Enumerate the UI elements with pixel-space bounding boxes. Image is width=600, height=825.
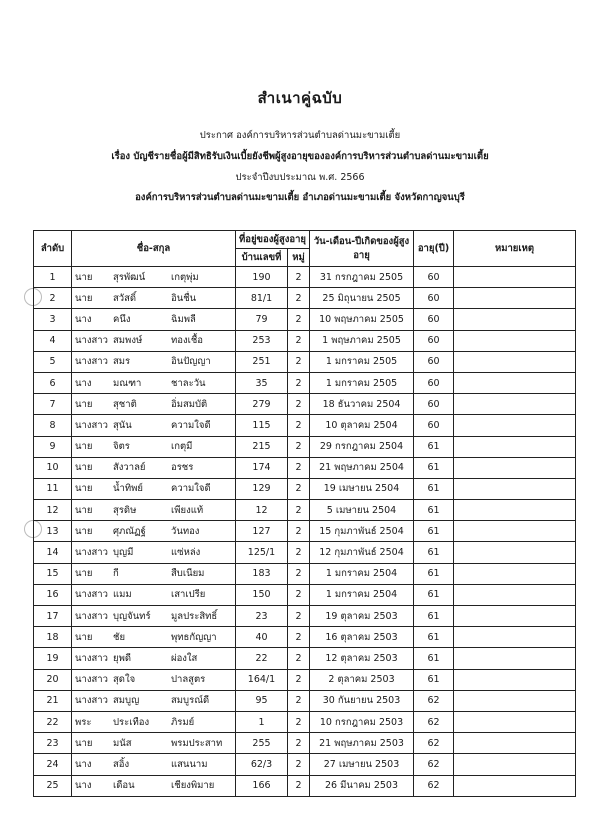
table-row	[34, 372, 576, 393]
row-number: 12	[34, 500, 72, 521]
age-value: 61	[414, 669, 454, 690]
name-title: นาย	[75, 462, 93, 474]
first-name: เดือน	[113, 780, 135, 792]
first-name: สอิ้ง	[113, 758, 130, 770]
table-row	[34, 627, 576, 648]
last-name: แซ่หล่ง	[171, 547, 201, 559]
row-number: 21	[34, 690, 72, 711]
person-name	[72, 415, 236, 436]
village-number: 2	[288, 394, 310, 415]
name-title: นาย	[75, 441, 93, 453]
table-row	[34, 457, 576, 478]
remark-cell	[454, 267, 576, 288]
age-value: 60	[414, 309, 454, 330]
birth-date: 21 พฤษภาคม 2503	[310, 733, 414, 754]
last-name: พุทธกัญญา	[171, 631, 217, 643]
name-title: นาง	[75, 780, 92, 792]
village-number: 2	[288, 500, 310, 521]
row-number: 3	[34, 309, 72, 330]
age-value: 61	[414, 457, 454, 478]
remark-cell	[454, 563, 576, 584]
village-number: 2	[288, 267, 310, 288]
col-header-remark: หมายเหตุ	[454, 231, 576, 267]
person-name	[72, 669, 236, 690]
row-number: 11	[34, 478, 72, 499]
person-name	[72, 330, 236, 351]
table-row	[34, 733, 576, 754]
person-name	[72, 775, 236, 796]
first-name: คนึง	[113, 313, 131, 325]
remark-cell	[454, 351, 576, 372]
table-row	[34, 394, 576, 415]
birth-date: 18 ธันวาคม 2504	[310, 394, 414, 415]
person-name	[72, 542, 236, 563]
birth-date: 12 กุมภาพันธ์ 2504	[310, 542, 414, 563]
first-name: สมร	[113, 356, 131, 368]
name-title: นาย	[75, 483, 93, 495]
last-name: ความใจดี	[171, 419, 211, 431]
birth-date: 12 ตุลาคม 2503	[310, 648, 414, 669]
first-name: ชัย	[113, 631, 126, 643]
last-name: อินชื่น	[171, 292, 197, 304]
person-name	[72, 267, 236, 288]
row-number: 25	[34, 775, 72, 796]
first-name: จิตร	[113, 441, 130, 453]
remark-cell	[454, 690, 576, 711]
last-name: ความใจดี	[171, 483, 211, 495]
person-name	[72, 372, 236, 393]
birth-date: 10 ตุลาคม 2504	[310, 415, 414, 436]
house-number: 166	[236, 775, 288, 796]
village-number: 2	[288, 669, 310, 690]
last-name: เกตุพุ่ม	[171, 271, 199, 283]
house-number: 279	[236, 394, 288, 415]
row-number: 10	[34, 457, 72, 478]
age-value: 62	[414, 711, 454, 732]
remark-cell	[454, 775, 576, 796]
row-number: 9	[34, 436, 72, 457]
row-number: 23	[34, 733, 72, 754]
row-number: 17	[34, 606, 72, 627]
age-value: 62	[414, 775, 454, 796]
birth-date: 10 พฤษภาคม 2505	[310, 309, 414, 330]
birth-date: 1 มกราคม 2504	[310, 563, 414, 584]
person-name	[72, 288, 236, 309]
last-name: เชียงพิมาย	[171, 780, 215, 792]
first-name: แมม	[113, 589, 132, 601]
first-name: สวัสดิ์	[113, 292, 137, 304]
person-name	[72, 436, 236, 457]
table-row	[34, 775, 576, 796]
person-name	[72, 584, 236, 605]
birth-date: 16 ตุลาคม 2503	[310, 627, 414, 648]
person-name	[72, 648, 236, 669]
birth-date: 2 ตุลาคม 2503	[310, 669, 414, 690]
house-number: 253	[236, 330, 288, 351]
remark-cell	[454, 733, 576, 754]
house-number: 40	[236, 627, 288, 648]
row-number: 24	[34, 754, 72, 775]
name-title: นาย	[75, 568, 93, 580]
table-row	[34, 669, 576, 690]
name-title: นาง	[75, 758, 92, 770]
name-title: นางสาว	[75, 674, 108, 686]
organization-line: องค์การบริหารส่วนตำบลด่านมะขามเตี้ย อำเภอด่านมะขามเตี้ย จังหวัดกาญจนบุรี	[135, 192, 465, 203]
table-row	[34, 648, 576, 669]
person-name	[72, 521, 236, 542]
person-name	[72, 500, 236, 521]
house-number: 81/1	[236, 288, 288, 309]
row-number: 2	[34, 288, 72, 309]
person-name	[72, 457, 236, 478]
last-name: วันทอง	[171, 525, 200, 537]
birth-date: 1 มกราคม 2504	[310, 584, 414, 605]
row-number: 22	[34, 711, 72, 732]
house-number: 127	[236, 521, 288, 542]
age-value: 61	[414, 542, 454, 563]
house-number: 255	[236, 733, 288, 754]
subject-line: เรื่อง บัญชีรายชื่อผู้มีสิทธิรับเงินเบี้ยยังชีพผู้สูงอายุขององค์การบริหารส่วนตำบลด่านมะขามเตี้ย	[111, 151, 489, 162]
age-value: 62	[414, 690, 454, 711]
first-name: สุดใจ	[113, 674, 136, 686]
house-number: 129	[236, 478, 288, 499]
first-name: สุนัน	[113, 419, 132, 431]
name-title: นาย	[75, 292, 93, 304]
row-number: 16	[34, 584, 72, 605]
house-number: 215	[236, 436, 288, 457]
name-title: นาง	[75, 313, 92, 325]
birth-date: 1 มกราคม 2505	[310, 351, 414, 372]
age-value: 60	[414, 267, 454, 288]
remark-cell	[454, 542, 576, 563]
age-value: 61	[414, 563, 454, 584]
remark-cell	[454, 584, 576, 605]
person-name	[72, 711, 236, 732]
first-name: บุญจันทร์	[113, 610, 151, 622]
col-header-dob: วัน-เดือน-ปีเกิดของผู้สูงอายุ	[310, 231, 414, 267]
birth-date: 21 พฤษภาคม 2504	[310, 457, 414, 478]
first-name: สุชาติ	[113, 398, 137, 410]
first-name: สังวาลย์	[113, 462, 146, 474]
row-number: 4	[34, 330, 72, 351]
col-header-no: ลำดับ	[34, 231, 72, 267]
name-title: นางสาว	[75, 419, 108, 431]
name-title: นาย	[75, 504, 93, 516]
name-title: นาง	[75, 377, 92, 389]
first-name: สุรพัฒน์	[113, 271, 146, 283]
village-number: 2	[288, 563, 310, 584]
village-number: 2	[288, 521, 310, 542]
house-number: 125/1	[236, 542, 288, 563]
row-number: 15	[34, 563, 72, 584]
village-number: 2	[288, 606, 310, 627]
name-title: พระ	[75, 716, 92, 728]
age-value: 61	[414, 500, 454, 521]
last-name: ปาลสูตร	[171, 674, 206, 686]
age-value: 62	[414, 754, 454, 775]
person-name	[72, 690, 236, 711]
age-value: 60	[414, 372, 454, 393]
person-name	[72, 351, 236, 372]
remark-cell	[454, 521, 576, 542]
first-name: ยุพดี	[113, 652, 131, 664]
last-name: ฉิมพลี	[171, 313, 196, 325]
last-name: สมบูรณ์ดี	[171, 695, 210, 707]
last-name: อิ่มสมบัติ	[171, 398, 208, 410]
table-row	[34, 330, 576, 351]
remark-cell	[454, 754, 576, 775]
person-name	[72, 754, 236, 775]
col-header-house-no: บ้านเลขที่	[236, 249, 288, 267]
row-number: 19	[34, 648, 72, 669]
village-number: 2	[288, 415, 310, 436]
first-name: บุญมี	[113, 547, 134, 559]
row-number: 5	[34, 351, 72, 372]
table-row	[34, 478, 576, 499]
person-name	[72, 478, 236, 499]
house-number: 150	[236, 584, 288, 605]
row-number: 7	[34, 394, 72, 415]
age-value: 62	[414, 733, 454, 754]
village-number: 2	[288, 711, 310, 732]
name-title: นางสาว	[75, 589, 108, 601]
remark-cell	[454, 500, 576, 521]
person-name	[72, 606, 236, 627]
birth-date: 19 เมษายน 2504	[310, 478, 414, 499]
age-value: 61	[414, 606, 454, 627]
village-number: 2	[288, 648, 310, 669]
remark-cell	[454, 457, 576, 478]
remark-cell	[454, 330, 576, 351]
name-title: นางสาว	[75, 356, 108, 368]
last-name: แสนนาม	[171, 758, 208, 770]
row-number: 8	[34, 415, 72, 436]
person-name	[72, 309, 236, 330]
birth-date: 19 ตุลาคม 2503	[310, 606, 414, 627]
house-number: 190	[236, 267, 288, 288]
person-name	[72, 733, 236, 754]
first-name: ประเทือง	[113, 716, 150, 728]
village-number: 2	[288, 542, 310, 563]
last-name: อรชร	[171, 462, 194, 474]
row-number: 6	[34, 372, 72, 393]
age-value: 61	[414, 648, 454, 669]
col-header-name: ชื่อ-สกุล	[72, 231, 236, 267]
remark-cell	[454, 436, 576, 457]
remark-cell	[454, 394, 576, 415]
name-title: นาย	[75, 271, 93, 283]
village-number: 2	[288, 457, 310, 478]
row-number: 14	[34, 542, 72, 563]
fiscal-year-line: ประจำปีงบประมาณ พ.ศ. 2566	[235, 172, 365, 183]
last-name: เสาเปรีย	[171, 589, 206, 601]
birth-date: 27 เมษายน 2503	[310, 754, 414, 775]
house-number: 183	[236, 563, 288, 584]
birth-date: 5 เมษายน 2504	[310, 500, 414, 521]
name-title: นาย	[75, 525, 93, 537]
birth-date: 31 กรกฎาคม 2505	[310, 267, 414, 288]
age-value: 61	[414, 584, 454, 605]
birth-date: 1 พฤษภาคม 2505	[310, 330, 414, 351]
last-name: ภิรมย์	[171, 716, 195, 728]
village-number: 2	[288, 690, 310, 711]
last-name: ผ่องใส	[171, 652, 198, 664]
village-number: 2	[288, 351, 310, 372]
birth-date: 10 กรกฎาคม 2503	[310, 711, 414, 732]
last-name: มูลประสิทธิ์	[171, 610, 218, 622]
village-number: 2	[288, 754, 310, 775]
first-name: สุรดิษ	[113, 504, 137, 516]
row-number: 13	[34, 521, 72, 542]
remark-cell	[454, 711, 576, 732]
table-row	[34, 521, 576, 542]
table-row	[34, 606, 576, 627]
announcement-line: ประกาศ องค์การบริหารส่วนตำบลด่านมะขามเตี้ย	[199, 130, 401, 141]
first-name: สมพงษ์	[113, 335, 143, 347]
age-value: 60	[414, 394, 454, 415]
remark-cell	[454, 669, 576, 690]
last-name: สืบเนียม	[171, 568, 205, 580]
village-number: 2	[288, 775, 310, 796]
village-number: 2	[288, 478, 310, 499]
birth-date: 15 กุมภาพันธ์ 2504	[310, 521, 414, 542]
table-row	[34, 690, 576, 711]
table-row	[34, 415, 576, 436]
house-number: 35	[236, 372, 288, 393]
table-row	[34, 500, 576, 521]
house-number: 79	[236, 309, 288, 330]
house-number: 95	[236, 690, 288, 711]
remark-cell	[454, 309, 576, 330]
village-number: 2	[288, 330, 310, 351]
remark-cell	[454, 288, 576, 309]
name-title: นางสาว	[75, 652, 108, 664]
table-row	[34, 563, 576, 584]
row-number: 20	[34, 669, 72, 690]
first-name: มณฑา	[113, 377, 142, 389]
table-row	[34, 542, 576, 563]
col-header-village: หมู่	[288, 249, 310, 267]
person-name	[72, 563, 236, 584]
last-name: พรมประสาท	[171, 737, 223, 749]
name-title: นาย	[75, 398, 93, 410]
last-name: ชาละวัน	[171, 377, 206, 389]
person-name	[72, 394, 236, 415]
first-name: กี	[113, 568, 119, 580]
copy-stamp: สำเนาคู่ฉบับ	[257, 89, 343, 107]
birth-date: 30 กันยายน 2503	[310, 690, 414, 711]
house-number: 115	[236, 415, 288, 436]
row-number: 18	[34, 627, 72, 648]
table-row	[34, 351, 576, 372]
birth-date: 26 มีนาคม 2503	[310, 775, 414, 796]
table-row	[34, 754, 576, 775]
name-title: นางสาว	[75, 335, 108, 347]
age-value: 61	[414, 521, 454, 542]
house-number: 62/3	[236, 754, 288, 775]
age-value: 61	[414, 478, 454, 499]
house-number: 22	[236, 648, 288, 669]
village-number: 2	[288, 309, 310, 330]
village-number: 2	[288, 733, 310, 754]
age-value: 61	[414, 627, 454, 648]
remark-cell	[454, 372, 576, 393]
beneficiary-table	[33, 230, 576, 797]
last-name: เกตุมี	[171, 441, 193, 453]
village-number: 2	[288, 584, 310, 605]
age-value: 60	[414, 415, 454, 436]
remark-cell	[454, 415, 576, 436]
village-number: 2	[288, 372, 310, 393]
age-value: 60	[414, 330, 454, 351]
table-row	[34, 309, 576, 330]
first-name: สมบูญ	[113, 695, 140, 707]
name-title: นางสาว	[75, 695, 108, 707]
village-number: 2	[288, 436, 310, 457]
name-title: นางสาว	[75, 547, 108, 559]
table-row	[34, 436, 576, 457]
house-number: 164/1	[236, 669, 288, 690]
last-name: อินปัญญา	[171, 356, 211, 368]
village-number: 2	[288, 288, 310, 309]
first-name: มนัส	[113, 737, 132, 749]
house-number: 251	[236, 351, 288, 372]
row-number: 1	[34, 267, 72, 288]
table-row	[34, 267, 576, 288]
name-title: นาย	[75, 737, 93, 749]
birth-date: 25 มิถุนายน 2505	[310, 288, 414, 309]
first-name: ศุภณัฏฐ์	[113, 525, 146, 537]
col-header-age: อายุ(ปี)	[414, 231, 454, 267]
col-header-address: ที่อยู่ของผู้สูงอายุ	[236, 231, 310, 249]
village-number: 2	[288, 627, 310, 648]
house-number: 1	[236, 711, 288, 732]
remark-cell	[454, 648, 576, 669]
name-title: นาย	[75, 631, 93, 643]
table-row	[34, 711, 576, 732]
birth-date: 1 มกราคม 2505	[310, 372, 414, 393]
remark-cell	[454, 606, 576, 627]
age-value: 60	[414, 288, 454, 309]
birth-date: 29 กรกฎาคม 2504	[310, 436, 414, 457]
last-name: เพียงแท้	[171, 504, 204, 516]
house-number: 174	[236, 457, 288, 478]
name-title: นางสาว	[75, 610, 108, 622]
table-row	[34, 288, 576, 309]
house-number: 23	[236, 606, 288, 627]
remark-cell	[454, 478, 576, 499]
last-name: ทองเชื้อ	[171, 335, 204, 347]
remark-cell	[454, 627, 576, 648]
house-number: 12	[236, 500, 288, 521]
age-value: 61	[414, 436, 454, 457]
table-row	[34, 584, 576, 605]
age-value: 60	[414, 351, 454, 372]
person-name	[72, 627, 236, 648]
first-name: น้ำทิพย์	[113, 483, 143, 495]
